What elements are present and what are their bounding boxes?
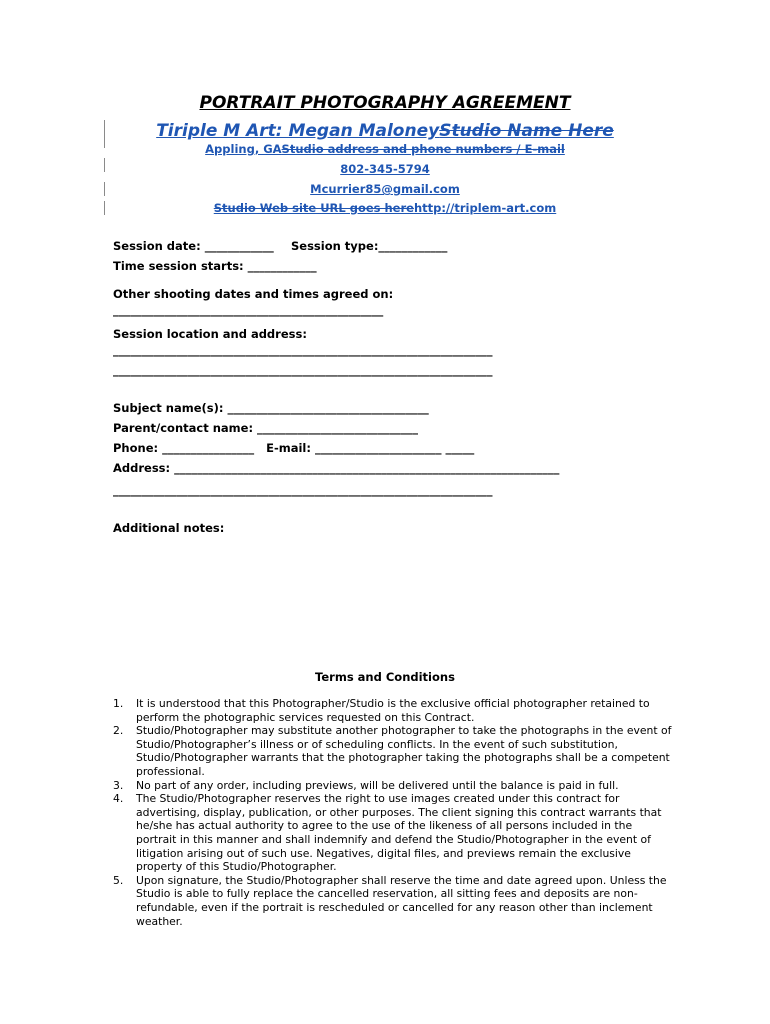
subject-names-field: Subject name(s): ___________________________________: [113, 401, 429, 415]
terms-item: [113, 697, 673, 724]
website-struck: Studio Web site URL goes here: [213, 201, 414, 215]
terms-item: [113, 724, 673, 778]
terms-item-number: 2.: [113, 724, 124, 738]
session-date-field: Session date: ____________: [113, 239, 274, 253]
terms-item: [113, 779, 673, 793]
document-title: PORTRAIT PHOTOGRAPHY AGREEMENT: [199, 93, 571, 113]
studio-email[interactable]: Mcurrier85@gmail.com: [310, 182, 460, 196]
terms-title: Terms and Conditions: [315, 670, 455, 684]
terms-item: [113, 874, 673, 928]
studio-name-text: Tiriple M Art: Megan Maloney: [156, 121, 440, 141]
session-location-line: __________________________________________________________________: [113, 363, 493, 377]
address-field: Address: ___________________________________________________________________: [113, 461, 560, 475]
terms-item-number: 1.: [113, 697, 124, 710]
studio-address: [0, 142, 770, 156]
terms-item: [113, 792, 673, 874]
terms-item-text: No part of any order, including previews, will be delivered until the balance is paid in full.: [136, 778, 619, 792]
additional-notes-label: Additional notes:: [113, 521, 225, 535]
studio-name-struck: Studio Name Here: [439, 121, 614, 141]
terms-item-text: Studio/Photographer may substitute another photographer to take the photographs in the event of Studio/Photographer’s illness or of scheduling conflicts. In the event of such substitution, Studio/Photographer warrants that the photographer taking the photographs shall be a competent professional.: [136, 724, 672, 778]
other-dates-line: _______________________________________________: [113, 303, 384, 317]
session-location-label: Session location and address:: [113, 327, 307, 341]
session-type-field: Session type:____________: [291, 239, 448, 253]
studio-website[interactable]: [0, 201, 770, 215]
address-text: Appling, GA: [205, 142, 282, 156]
parent-contact-field: Parent/contact name: ____________________________: [113, 421, 419, 435]
studio-phone: 802-345-5794: [340, 162, 430, 176]
address-line-2: __________________________________________________________________: [113, 483, 493, 497]
website-url[interactable]: http://triplem-art.com: [413, 201, 557, 215]
terms-list: [113, 697, 673, 928]
terms-item-number: 5.: [113, 873, 124, 887]
terms-item-text: Upon signature, the Studio/Photographer shall reserve the time and date agreed upon. Unless the Studio is able to fully replace the cancelled reservation, all sitting fees and deposits are non-refundable, even if the portrait is rescheduled or cancelled for any reason other than inclement weather.: [136, 873, 667, 928]
terms-item-number: 4.: [113, 792, 124, 806]
other-dates-label: Other shooting dates and times agreed on:: [113, 287, 394, 301]
time-session-starts-field: Time session starts: ____________: [113, 259, 317, 273]
phone-email-field: Phone: ________________ E-mail: ______________________ _____: [113, 441, 475, 455]
studio-name: [0, 121, 770, 141]
session-location-line: __________________________________________________________________: [113, 343, 493, 357]
address-struck: Studio address and phone numbers / E-mail: [281, 142, 565, 156]
terms-item-number: 3.: [113, 778, 124, 792]
terms-item-text: It is understood that this Photographer/Studio is the exclusive official photographer retained to perform the photographic services requested on this Contract.: [136, 697, 650, 724]
terms-item-text: The Studio/Photographer reserves the right to use images created under this contract for advertising, display, publication, or other purposes. The client signing this contract warrants that he/she has actual authority to agree to the use of the likeness of all persons included in the portrait in this manner and shall indemnify and defend the Studio/Photographer in the event of litigation arising out of such use. Negatives, digital files, and previews remain the exclusive property of this Studio/Photographer.: [136, 792, 662, 874]
